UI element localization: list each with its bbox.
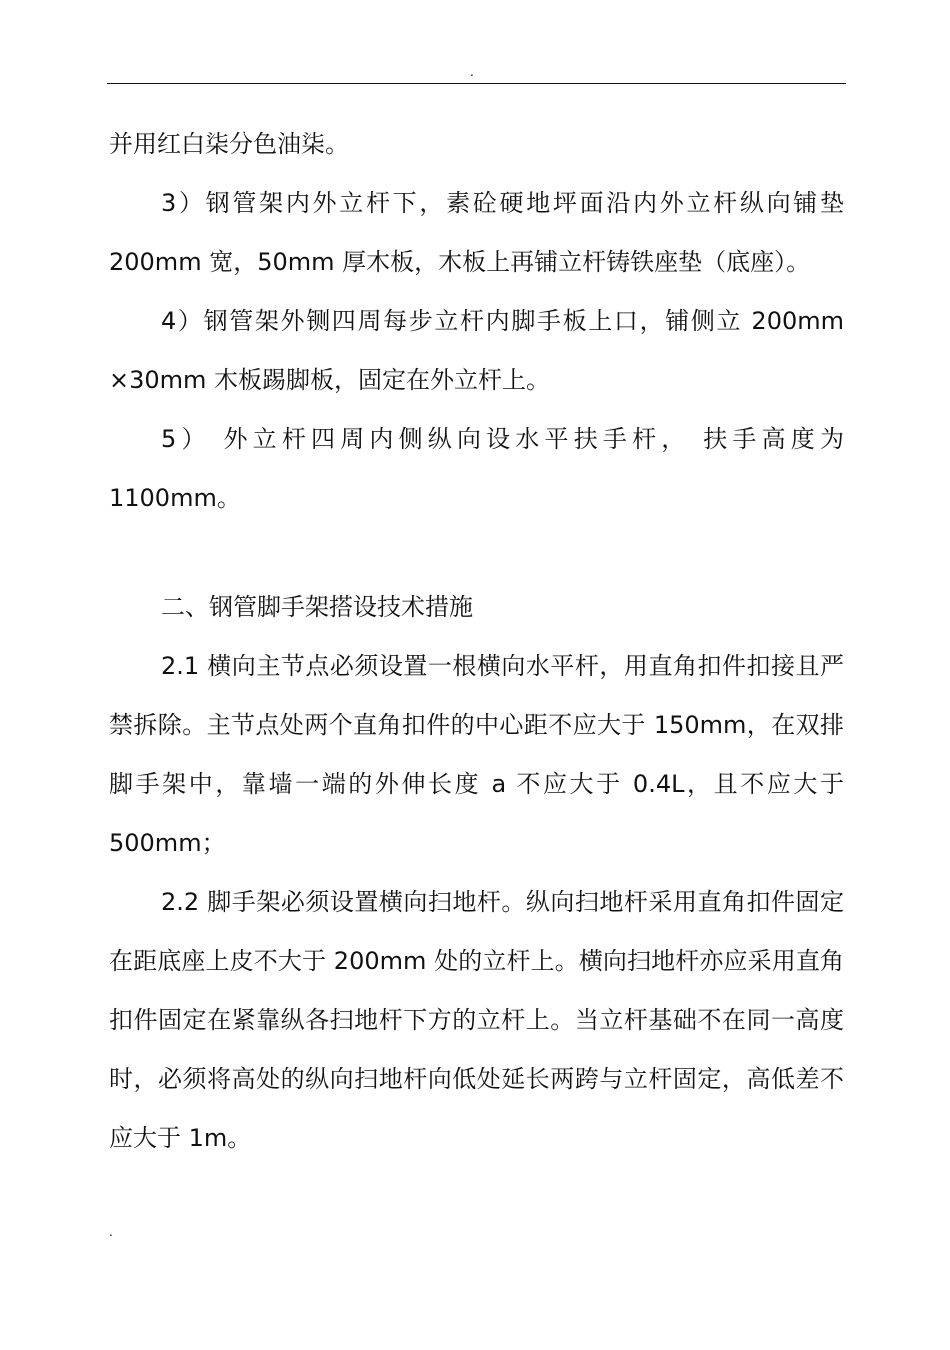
paragraph-item-4: 4）钢管架外铡四周每步立杆内脚手板上口，铺侧立 200mm ×30mm 木板踢脚板，固定在外立杆上。	[109, 307, 844, 394]
paragraph-item-5: 5） 外立杆四周内侧纵向设水平扶手杆， 扶手高度为 1100mm。	[109, 425, 844, 512]
paragraph-2-2: 2.2 脚手架必须设置横向扫地杆。纵向扫地杆采用直角扣件固定在距底座上皮不大于 200mm 处的立杆上。横向扫地杆亦应采用直角扣件固定在紧靠纵各扫地杆下方的立杆上。当立杆基础不在同一高度时，必须将高处的纵向扫地杆向低处延长两跨与立杆固定，高低差不应大于 1m。	[109, 888, 844, 1152]
paragraph-continuation: 并用红白柒分色油柒。	[109, 130, 349, 158]
paragraph-2-1: 2.1 横向主节点必须设置一根横向水平杆，用直角扣件扣接且严禁拆除。主节点处两个直角扣件的中心距不应大于 150mm，在双排脚手架中，靠墙一端的外伸长度 a 不应大于 0.4L，且不应大于 500mm；	[109, 652, 844, 857]
header-dot: .	[470, 65, 474, 79]
document-body	[109, 115, 844, 1168]
paragraph-item-3: 3）钢管架内外立杆下，素砼硬地坪面沿内外立杆纵向铺垫200mm 宽，50mm 厚木板，木板上再铺立杆铸铁座垫（底座）。	[109, 189, 844, 276]
section-heading: 二、钢管脚手架搭设技术措施	[161, 593, 473, 621]
footer-dot: .	[109, 1225, 113, 1239]
header-rule	[107, 83, 846, 84]
